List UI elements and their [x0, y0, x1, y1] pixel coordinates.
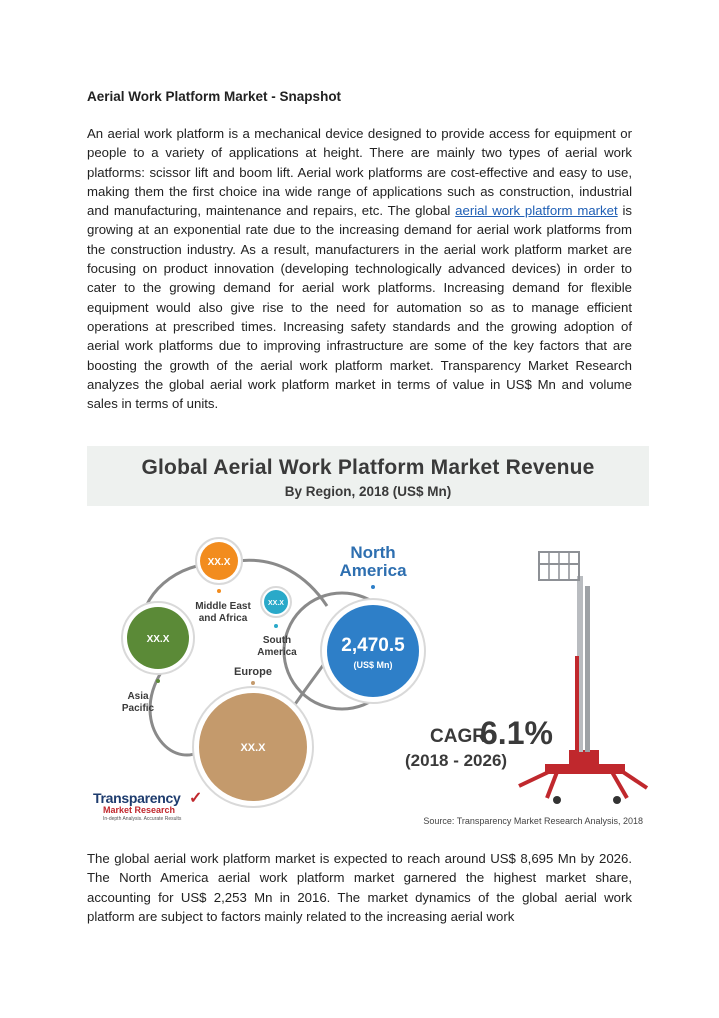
south-america-dot	[274, 624, 278, 628]
lift-outrigger	[547, 772, 557, 798]
south-america-label-line2: America	[257, 647, 297, 658]
page-title: Aerial Work Platform Market - Snapshot	[87, 89, 342, 104]
logo-line2: Market Research	[103, 805, 176, 815]
infographic-source: Source: Transparency Market Research Analysis, 2018	[423, 816, 643, 826]
lift-mast	[585, 586, 590, 752]
intro-paragraph	[87, 124, 632, 413]
lift-mast-rail	[575, 656, 579, 752]
lift-outrigger	[612, 772, 627, 798]
closing-paragraph: The global aerial work platform market is expected to reach around US$ 8,695 Mn by 2026. The North America aerial work platform market garnered the highest market share, accounting for US$ 2,253 Mn in 2016. The market dynamics of the global aerial work platform are subject to factors mainly related to the increasing aerial work	[87, 851, 632, 924]
asia-pacific-dot	[156, 679, 160, 683]
region-bubble-diagram	[87, 446, 649, 830]
lift-wheel	[553, 796, 561, 804]
cagr-value: 6.1%	[480, 715, 553, 751]
lift-power-unit	[569, 750, 599, 766]
infographic-title: Global Aerial Work Platform Market Revenue	[141, 456, 595, 479]
mea-value: XX.X	[207, 557, 231, 568]
logo-check-icon: ✓	[189, 790, 203, 807]
europe-label: Europe	[234, 666, 272, 678]
cagr-label: CAGR	[430, 726, 486, 747]
north-america-label-line2: America	[339, 561, 407, 580]
lift-wheel	[613, 796, 621, 804]
aerial-work-platform-market-link[interactable]: aerial work platform market	[455, 203, 618, 219]
intro-text-after-link: is growing at an exponential rate due to the increasing demand for aerial work platforms from the construction industry. As a result, manufacturers in the aerial work platform market are focusing on product innovation (developing technologically advanced devices) in order to cater to the growing demand for aerial work platforms. Increasing demand for flexible equipment would also give rise to the need for automation so as to manage efficient operations at prescribed times. Increasing safety standards and the growing adoption of aerial work platforms due to improving infrastructure are some of the key factors that are boosting the growth of the aerial work platform market. Transparency Market Research analyzes the global aerial work platform market in terms of value in US$ Mn and volume sales in terms of units.	[87, 203, 632, 412]
south-america-value: XX.X	[268, 600, 284, 607]
north-america-dot	[371, 585, 375, 589]
north-america-unit: (US$ Mn)	[353, 660, 393, 670]
asia-pacific-label-line1: Asia	[127, 691, 149, 702]
south-america-label-line1: South	[262, 635, 292, 646]
infographic-subtitle: By Region, 2018 (US$ Mn)	[284, 484, 452, 499]
logo-line1: Transparency	[93, 790, 181, 806]
asia-pacific-label-line2: Pacific	[121, 703, 155, 714]
north-america-value: 2,470.5	[341, 635, 405, 656]
market-revenue-infographic	[87, 446, 649, 830]
mea-label-line2: and Africa	[198, 613, 248, 624]
transparency-logo	[93, 790, 213, 826]
asia-pacific-value: XX.X	[146, 634, 170, 645]
north-america-label-line1: North	[350, 543, 396, 562]
intro-text-before-link: An aerial work platform is a mechanical device designed to provide access for equipment or people to a variety of applications at height. There are mainly two types of aerial work platforms: scissor lift and boom lift. Aerial work platforms are cost-effective and easy to use, making them the first choice ina wide range of applications such as construction, industrial and manufacturing, maintenance and repairs, etc. The global	[87, 126, 632, 219]
europe-dot	[251, 681, 255, 685]
mea-dot	[217, 589, 221, 593]
mea-label-line1: Middle East	[195, 601, 251, 612]
aerial-lift-illustration	[519, 552, 647, 804]
cagr-period: (2018 - 2026)	[405, 751, 508, 770]
logo-tagline: In-depth Analysis. Accurate Results	[103, 816, 182, 822]
europe-value: XX.X	[240, 742, 266, 754]
